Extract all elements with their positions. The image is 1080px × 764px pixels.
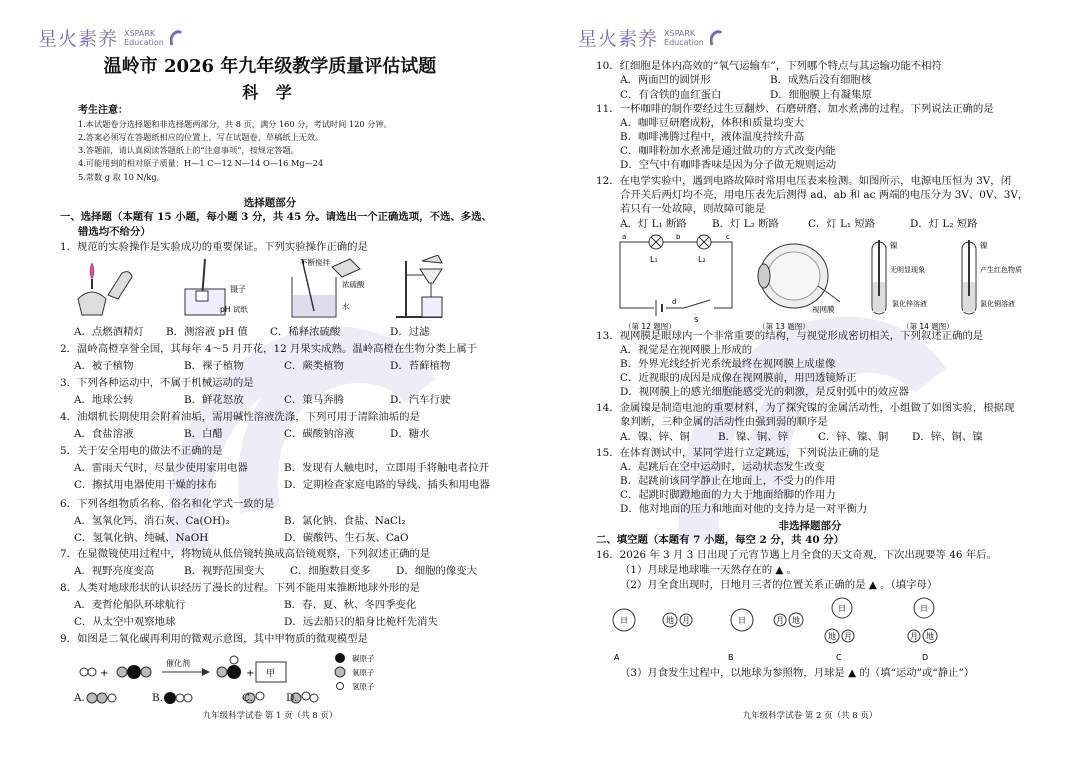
q16-figure	[610, 594, 1050, 664]
red-substance-label: 产生红色物质	[980, 266, 1022, 274]
sun-icon: 日	[620, 616, 628, 625]
moon-icon: 月	[682, 616, 690, 625]
q13-option-c: C．近视眼的成因是成像在视网膜前，用凹透镜矫正	[620, 372, 857, 384]
question-7: 7．在显微镜使用过程中，将物镜从低倍镜转换成高倍镜观察，下列叙述正确的是	[60, 548, 431, 560]
node-d: d	[672, 298, 677, 306]
question-2: 2．温岭高橙享誉全国，其每年 4～5 月开花，12 月果实成熟。温岭高橙在生物分类上属于	[60, 343, 478, 355]
q16-sub-3: （3）月食发生过程中，以地球为参照物，月球是 ▲ 的（填“运动”或“静止”）	[620, 667, 975, 679]
q6-option-d: D．碳酸钙、生石灰、CaO	[284, 532, 409, 544]
sun-icon: 日	[838, 604, 846, 613]
question-16: 16．2026 年 3 月 3 日出现了元宵节遇上月全食的天文奇观，下次出现要等 46 年后。	[596, 549, 997, 561]
notice-2: 2.答案必须写在答题纸相应的位置上，写在试题卷、草稿纸上无效。	[78, 132, 324, 142]
substance-box-label: 甲	[266, 669, 276, 679]
fig12-circuit	[614, 234, 744, 330]
question-13: 13．视网膜是眼球内一个非常重要的结构，与视觉形成密切相关，下列叙述正确的是	[596, 330, 984, 342]
q14-option-d: D．锌、铜、镍	[912, 431, 983, 443]
notice-4: 4.可能用到的相对原子质量：H—1 C—12 N—14 O—16 Mg—24	[78, 158, 324, 168]
sun-icon: 日	[738, 616, 746, 625]
nickel-label-1: 镍	[890, 241, 898, 250]
zncl2-label: 氯化锌溶液	[892, 300, 927, 308]
earth-icon: 地	[792, 616, 800, 625]
q7-option-d: D．细胞的像变大	[396, 565, 478, 577]
sun-icon: 日	[920, 604, 928, 613]
part1-heading-2: 错选均不给分）	[78, 226, 151, 238]
brand-swirl-icon	[710, 29, 722, 47]
catalyst-label: 催化剂	[166, 659, 190, 668]
exam-page-2	[540, 0, 1080, 764]
fig14-tubes	[862, 236, 1042, 330]
q7-option-c: C．细胞数目变多	[290, 565, 371, 577]
option-b-label: B	[728, 653, 734, 662]
q5-option-a: A．雷雨天气时，尽量少使用家用电器	[74, 462, 248, 474]
earth-icon: 地	[666, 616, 674, 625]
alcohol-lamp-icon	[78, 263, 132, 315]
q3-option-d: D．汽车行驶	[390, 394, 451, 406]
q1-option-d: D．过滤	[390, 326, 430, 338]
option-d-label: D	[922, 653, 929, 662]
page-footer: 九年级科学试卷 第 2 页（共 8 页）	[742, 711, 878, 721]
notice-heading: 考生注意：	[78, 105, 128, 116]
brand-logo: 星火素养 XSPARK Education	[38, 24, 182, 51]
q15-option-d: D．他对地面的压力和地面对他的支持力是一对平衡力	[620, 503, 868, 515]
q11-option-d: D．空气中有咖啡香味是因为分子做无规则运动	[620, 159, 837, 171]
q6-option-c: C．氢氧化钠、纯碱、NaOH	[74, 532, 209, 544]
svg-text:+: +	[246, 668, 255, 679]
q10-option-c: C．有含铁的血红蛋白	[620, 89, 722, 101]
part2-heading: 二、填空题（本题有 7 小题，每空 2 分，共 40 分）	[596, 534, 845, 546]
exam-title: 温岭市 2026 年九年级教学质量评估试题	[103, 56, 437, 77]
subject-title: 科 学	[242, 83, 298, 102]
q10-option-a: A．两面凹的圆饼形	[620, 74, 711, 86]
q3-option-a: A．地球公转	[74, 394, 134, 406]
part1-heading: 一、选择题（本题有 15 小题，每小题 3 分，共 45 分。请选出一个正确选项，不选、多选、	[60, 211, 492, 223]
label-water: 水	[342, 302, 350, 311]
q2-option-b: B．裸子植物	[184, 360, 244, 372]
node-c: c	[726, 234, 730, 241]
question-15: 15．在体育测试中，某同学进行立定跳远，下列说法正确的是	[596, 447, 880, 459]
fig13-eye	[748, 236, 858, 330]
q14-option-a: A．镍、锌、铜	[620, 431, 690, 443]
q13-option-a: A．视觉是在视网膜上形成的	[620, 344, 753, 356]
question-11: 11．一杯咖啡的制作要经过生豆翻炒、石磨研磨、加水煮沸的过程。下列说法正确的是	[596, 103, 994, 115]
q12-option-d: D．灯 L₂ 短路	[910, 218, 978, 230]
brand-logo: 星火素养 XSPARK Education	[578, 24, 722, 51]
q8-option-c: C．从太空中观察地球	[74, 616, 176, 628]
option-c-label: C	[836, 653, 842, 662]
label-ph-paper: pH 试纸	[220, 305, 248, 314]
q8-option-d: D．远去船只的船身比桅杆先消失	[284, 616, 438, 628]
q15-option-a: A．起跳后在空中运动时，运动状态发生改变	[620, 461, 825, 473]
q13-option-b: B．外界光线经折光系统最终在视网膜上成虚像	[620, 358, 836, 370]
retina-label: 视网膜	[812, 305, 835, 314]
moon-icon: 月	[844, 632, 852, 641]
section-title-2: 非选择题部分	[778, 520, 842, 532]
q1-option-b: B．测溶液 pH 值	[166, 326, 248, 338]
notice-1: 1.本试题卷分选择题和非选择题两部分，共 8 页，满分 160 分，考试时间 120 分钟。	[78, 119, 392, 129]
cucl2-label: 氯化铜溶液	[980, 300, 1015, 308]
q3-option-b: B．鲜花怒放	[184, 394, 244, 406]
q6-option-a: A．氢氧化钙、消石灰、Ca(OH)₂	[74, 515, 230, 527]
brand-swirl-icon	[170, 29, 182, 47]
question-4: 4．油烟机长期使用会附着油垢，需用碱性溶液洗涤，下列可用于清除油垢的是	[60, 411, 420, 423]
option-a-label: A	[614, 653, 620, 662]
q8-option-b: B．春、夏、秋、冬四季变化	[284, 599, 417, 611]
q2-option-d: D．苔藓植物	[390, 360, 451, 372]
label-tweezers: 镊子	[230, 285, 246, 294]
filtration-icon	[396, 255, 442, 317]
no-change-label: 无明显现象	[890, 266, 925, 274]
q15-option-b: B．起跳前该同学静止在地面上，不受力的作用	[620, 475, 836, 487]
q7-option-b: B．视野范围变大	[184, 565, 265, 577]
q4-option-b: B．白醋	[184, 428, 223, 440]
section-title: 选择题部分	[243, 197, 297, 209]
lamp-l2-label: L₂	[698, 255, 706, 264]
q7-option-a: A．视野亮度变高	[74, 565, 155, 577]
q9-option-c: C.	[242, 692, 253, 704]
q10-option-b: B．成熟后没有细胞核	[770, 74, 872, 86]
q11-option-b: B．咖啡沸腾过程中，液体温度持续升高	[620, 131, 805, 143]
question-10: 10．红细胞是体内高效的“氧气运输车”，下列哪个特点与其运输功能不相符	[596, 60, 942, 72]
label-acid: 浓硫酸	[342, 280, 365, 289]
question-12-line3: 若只有一处故障，则故障可能是	[620, 203, 766, 215]
q9-option-a: A.	[74, 692, 85, 704]
ph-test-icon	[185, 259, 225, 315]
svg-text:+: +	[100, 668, 109, 679]
q9-option-d: D.	[286, 692, 298, 704]
page-footer: 九年级科学试卷 第 1 页（共 8 页）	[202, 711, 338, 721]
question-5: 5．关于安全用电的做法不正确的是	[60, 445, 223, 457]
q15-option-c: C．起跳时脚蹬地面的力大于地面给脚的作用力	[620, 489, 836, 501]
earth-icon: 地	[926, 632, 934, 641]
q12-option-b: B．灯 L₂ 断路	[712, 218, 779, 230]
q1-option-a: A．点燃酒精灯	[74, 326, 144, 338]
q2-option-a: A．被子植物	[74, 360, 134, 372]
q1-option-c: C．稀释浓硫酸	[270, 326, 341, 338]
q4-option-a: A．食盐溶液	[74, 428, 134, 440]
node-a: a	[622, 234, 627, 241]
question-9: 9．如图是二氧化碳再利用的微观示意图，其中甲物质的微观模型是	[60, 633, 368, 645]
fig13-caption: （第 13 题图）	[758, 322, 810, 330]
label-stir: 不断搅拌	[300, 258, 330, 267]
notice-5: 5.常数 g 取 10 N/kg。	[78, 172, 165, 182]
q5-option-d: D．定期检查家庭电路的导线、插头和用电器	[284, 479, 490, 491]
legend-hydrogen: 氢原子	[352, 682, 375, 691]
q6-option-b: B．氯化钠、食盐、NaCl₂	[284, 515, 406, 527]
question-12: 12．在电学实验中，遇到电路故障时常用电压表来检测。如图所示，电源电压恒为 3V，闭	[596, 175, 1012, 187]
moon-icon: 月	[910, 632, 918, 641]
legend-oxygen: 氧原子	[352, 668, 375, 677]
legend-carbon: 碳原子	[352, 654, 375, 663]
notice-3: 3.答题前，请认真阅读答题纸上的“注意事项”，按规定答题。	[78, 145, 299, 155]
question-1: 1．规范的实验操作是实验成功的重要保证。下列实验操作正确的是	[60, 241, 368, 253]
question-14: 14．金属镍是制造电池的重要材料，为了探究镍的金属活动性，小组做了如图实验，根据现	[596, 402, 1015, 414]
q5-option-c: C．擦拭用电器使用干燥的抹布	[74, 479, 218, 491]
q11-option-a: A．咖啡豆研磨成粉，体积和质量均变大	[620, 117, 805, 129]
q4-option-d: D．糖水	[390, 428, 430, 440]
q14-option-b: B．镍、铜、锌	[718, 431, 788, 443]
question-3: 3．下列各种运动中，不属于机械运动的是	[60, 377, 254, 389]
lamp-l1-label: L₁	[650, 255, 658, 264]
question-8: 8．人类对地球形状的认识经历了漫长的过程。下列不能用来推断地球外形的是	[60, 582, 420, 594]
q8-option-a: A．麦哲伦船队环球航行	[74, 599, 186, 611]
moon-icon: 月	[776, 616, 784, 625]
fig14-caption: （第 14 题图）	[902, 322, 954, 330]
earth-icon: 地	[828, 632, 836, 641]
q13-option-d: D．视网膜上的感光细胞能感受光的刺激，是反射弧中的效应器	[620, 386, 909, 398]
q2-option-c: C．蕨类植物	[284, 360, 344, 372]
q16-sub-2: （2）月全食出现时，日地月三者的位置关系正确的是 ▲ 。（填字母）	[620, 579, 938, 591]
q10-option-d: D．细胞膜上有凝集原	[770, 89, 872, 101]
q12-option-a: A．灯 L₁ 断路	[620, 218, 687, 230]
q1-figures	[70, 255, 490, 323]
node-b: b	[676, 234, 681, 241]
q14-option-c: C．锌、镍、铜	[818, 431, 889, 443]
q9-option-b: B.	[152, 692, 163, 704]
q12-option-c: C．灯 L₁ 短路	[808, 218, 876, 230]
fig12-caption: （第 12 题图）	[624, 322, 676, 330]
question-14-line2: 象判断，三种金属的活动性由强到弱的顺序是	[620, 416, 828, 428]
nickel-label-2: 镍	[980, 241, 988, 250]
q11-option-c: C．咖啡粉加水煮沸是通过做功的方式改变内能	[620, 145, 836, 157]
question-12-line2: 合开关后两灯均不亮，用电压表先后测得 ad、ab 和 ac 两端的电压分为 3V、0V、3V，	[620, 189, 1029, 201]
q3-option-c: C．策马奔腾	[284, 394, 344, 406]
q4-option-c: C．碳酸钠溶液	[284, 428, 355, 440]
q5-option-b: B．发现有人触电时，立即用手将触电者拉开	[284, 462, 490, 474]
q16-sub-1: （1）月球是地球唯一天然存在的 ▲ 。	[620, 564, 798, 576]
question-6: 6．下列各组物质名称、俗名和化学式一致的是	[60, 498, 275, 510]
switch-label: S	[694, 316, 699, 324]
